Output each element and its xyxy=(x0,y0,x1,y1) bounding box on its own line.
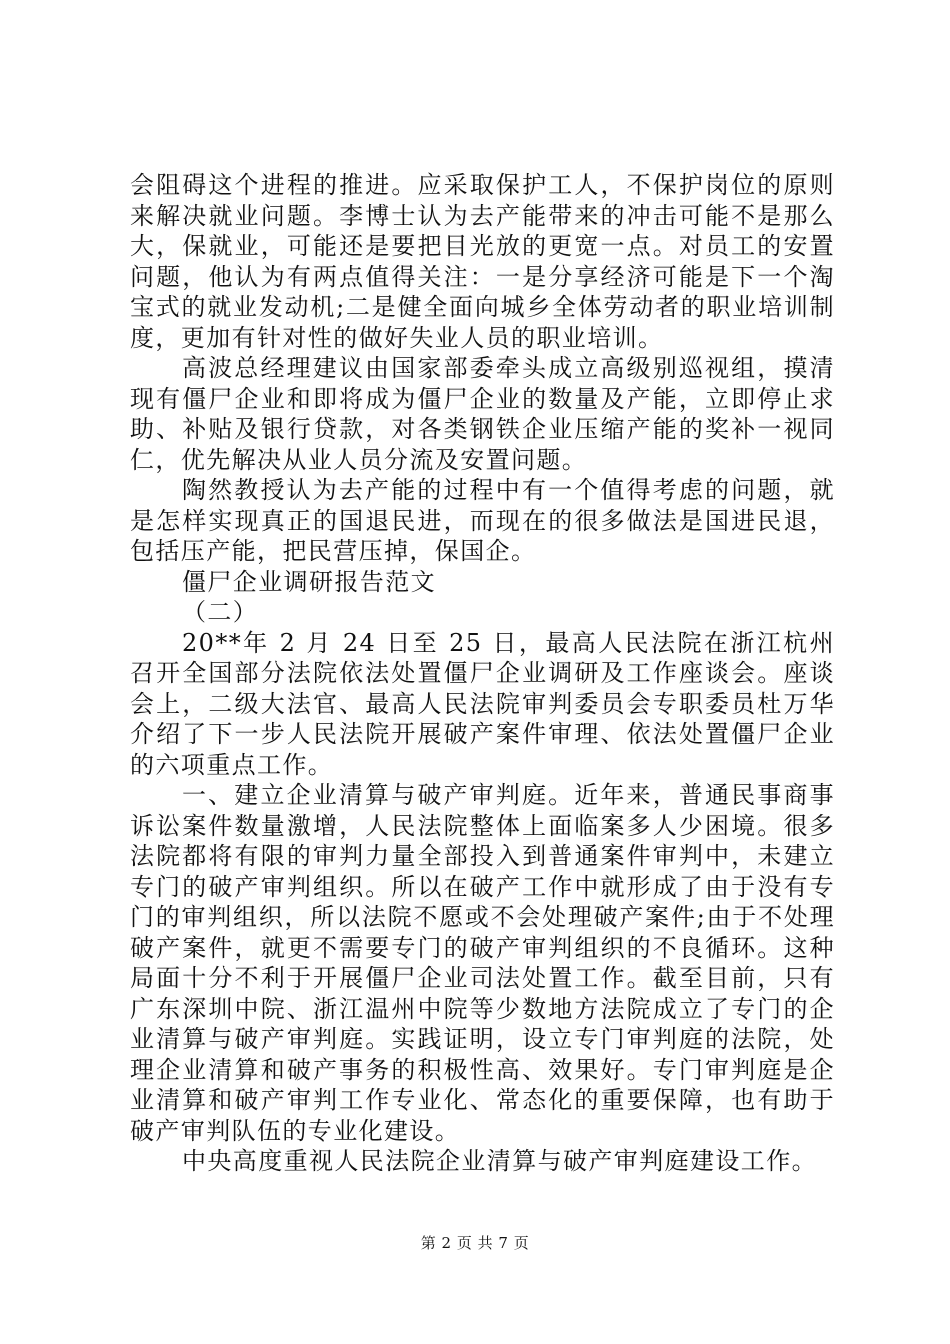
document-body xyxy=(130,170,835,1177)
page-footer: 第 2 页 共 7 页 xyxy=(420,1234,530,1252)
paragraph-meeting: 20**年 2 月 24 日至 25 日，最高人民法院在浙江杭州召开全国部分法院依法处置僵尸企业调研及工作座谈会。座谈会上，二级大法官、最高人民法院审判委员会专职委员杜万华介绍了下一步人民法院开展破产案件审理、依法处置僵尸企业的六项重点工作。 xyxy=(130,628,835,779)
paragraph-central: 中央高度重视人民法院企业清算与破产审判庭建设工作。 xyxy=(182,1147,817,1175)
section-title: 僵尸企业调研报告范文 xyxy=(182,567,436,596)
paragraph-item-one: 一、建立企业清算与破产审判庭。近年来，普通民事商事诉讼案件数量激增，人民法院整体上面临案多人少困境。很多法院都将有限的审判力量全部投入到普通案件审判中，未建立专门的破产审判组织。所以在破产工作中就形成了由于没有专门的审判组织，所以法院不愿或不会处理破产案件;由于不处理破产案件，就更不需要专门的破产审判组织的不良循环。这种局面十分不利于开展僵尸企业司法处置工作。截至目前，只有广东深圳中院、浙江温州中院等少数地方法院成立了专门的企业清算与破产审判庭。实践证明，设立专门审判庭的法院，处理企业清算和破产事务的积极性高、效果好。专门审判庭是企业清算和破产审判工作专业化、常态化的重要保障，也有助于破产审判队伍的专业化建设。 xyxy=(130,781,835,1145)
paragraph-continuation: 会阻碍这个进程的推进。应采取保护工人，不保护岗位的原则来解决就业问题。李博士认为去产能带来的冲击可能不是那么大，保就业，可能还是要把目光放的更宽一点。对员工的安置问题，他认为有两点值得关注：一是分享经济可能是下一个淘宝式的就业发动机;二是健全面向城乡全体劳动者的职业培训制度，更加有针对性的做好失业人员的职业培训。 xyxy=(130,171,835,352)
paragraph-tao-ran: 陶然教授认为去产能的过程中有一个值得考虑的问题，就是怎样实现真正的国退民进，而现在的很多做法是国进民退，包括压产能，把民营压掉，保国企。 xyxy=(130,476,835,565)
paragraph-gao-bo: 高波总经理建议由国家部委牵头成立高级别巡视组，摸清现有僵尸企业和即将成为僵尸企业的数量及产能，立即停止求助、补贴及银行贷款，对各类钢铁企业压缩产能的奖补一视同仁，优先解决从业人员分流及安置问题。 xyxy=(130,354,835,474)
section-number: （二） xyxy=(182,598,259,626)
